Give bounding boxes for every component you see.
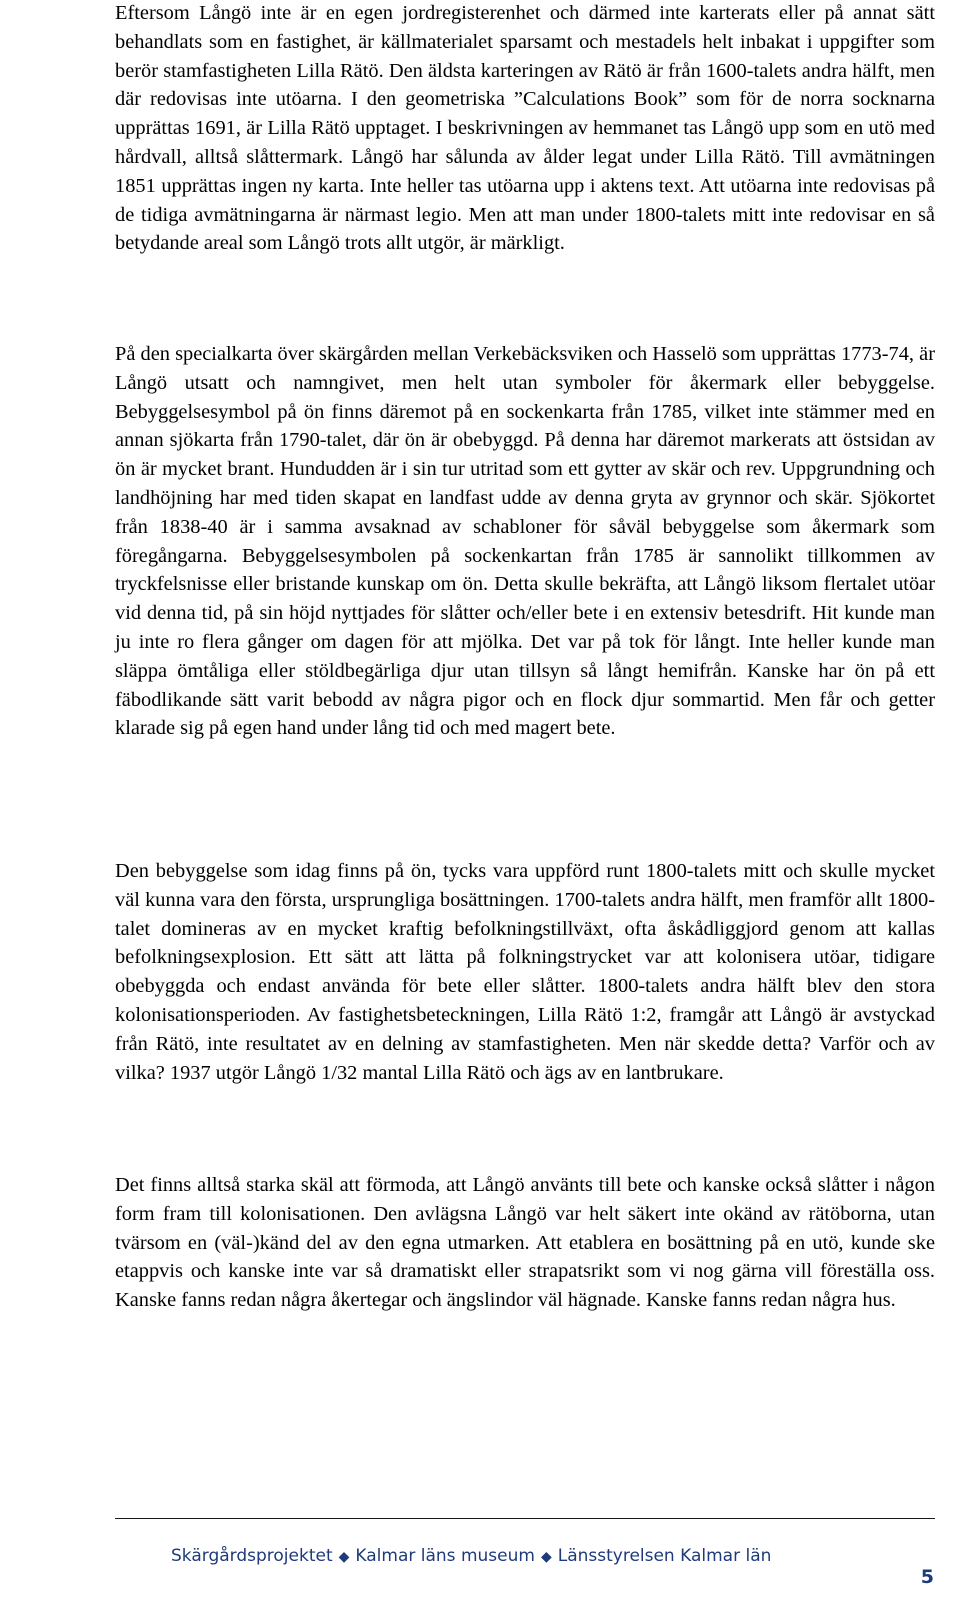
footer-project-name: Skärgårdsprojektet — [171, 1546, 333, 1566]
footer-museum-name: Kalmar läns museum — [355, 1546, 535, 1566]
footer — [115, 1545, 835, 1568]
paragraph-1: Eftersom Långö inte är en egen jordregisterenhet och därmed inte karterats eller på annat sätt behandlats som en fastighet, är källmaterialet sparsamt och mestadels helt inbakat i uppgifter som berör stamfastigheten Lilla Rätö. Den äldsta karteringen av Rätö är från 1600-talets andra hälft, men där redovisas inte utöarna. I den geometriska ”Calculations Book” som för de norra socknarna upprättas 1691, är Lilla Rätö upptaget. I beskrivningen av hemmanet tas Långö upp som en utö med hårdvall, alltså slåttermark. Långö har sålunda av ålder legat under Lilla Rätö. Till avmätningen 1851 upprättas ingen ny karta. Inte heller tas utöarna upp i aktens text. Att utöarna inte redovisas på de tidiga avmätningarna är närmast legio. Men att man under 1800-talets mitt inte redovisar en så betydande areal som Långö trots allt utgör, är märkligt. — [115, 2, 935, 255]
diamond-separator-icon: ◆ — [338, 1549, 350, 1565]
diamond-separator-icon: ◆ — [540, 1549, 552, 1565]
page-number: 5 — [920, 1566, 934, 1588]
footer-county-board-name: Länsstyrelsen Kalmar län — [557, 1546, 772, 1566]
paragraph-3: Den bebyggelse som idag finns på ön, tycks vara uppförd runt 1800-talets mitt och skulle mycket väl kunna vara den första, ursprungliga bosättningen. 1700-talets andra hälft, men framför allt 1800-talet domineras av en mycket kraftig befolkningstillväxt, ofta åskådliggjord genom att kallas befolkningsexplosion. Ett sätt att lätta på folkningstrycket var att kolonisera utöar, tidigare obebyggda och endast använda för bete eller slåtter. 1800-talets andra hälft blev den stora kolonisationsperioden. Av fastighetsbeteckningen, Lilla Rätö 1:2, framgår att Långö är avstyckad från Rätö, inte resultatet av en delning av stamfastigheten. Men när skedde detta? Varför och av vilka? 1937 utgör Långö 1/32 mantal Lilla Rätö och ägs av en lantbrukare. — [115, 860, 935, 1084]
paragraph-4: Det finns alltså starka skäl att förmoda, att Långö använts till bete och kanske också slåtter i någon form fram till kolonisationen. Den avlägsna Långö var helt säkert inte okänd av rätöborna, utan tvärsom en (väl-)känd del av den egna utmarken. Att etablera en bosättning på en utö, kunde ske etappvis och kanske inte var så dramatiskt eller strapatsrikt som vi nog gärna vill föreställa oss. Kanske fanns redan några åkertegar och ängslindor väl hägnade. Kanske fanns redan några hus. — [115, 1174, 935, 1312]
footer-divider — [115, 1518, 935, 1519]
paragraph-2: På den specialkarta över skärgården mellan Verkebäcksviken och Hasselö som upprättas 1773-74, är Långö utsatt och namngivet, men helt utan symboler för åkermark eller bebyggelse. Bebyggelsesymbol på ön finns däremot på en sockenkarta från 1785, vilket inte stämmer med en annan sjökarta från 1790-talet, där ön är obebyggd. På denna har däremot markerats att östsidan av ön är mycket brant. Hundudden är i sin tur utritad som ett gytter av skär och rev. Uppgrundning och landhöjning har med tiden skapat en landfast udde av denna gryta av grynnor och skär. Sjökortet från 1838-40 är i samma avsaknad av schabloner för såväl bebyggelse som åkermark som föregångarna. Bebyggelsesymbolen på sockenkartan från 1785 är sannolikt tillkommen av tryckfelsnisse eller bristande kunskap om ön. Detta skulle bekräfta, att Långö liksom flertalet utöar vid denna tid, på sin höjd nyttjades för slåtter och/eller bete i en extensiv betesdrift. Hit kunde man ju inte ro flera gånger om dagen för att mjölka. Det var på tok för långt. Inte heller kunde man släppa ömtåliga eller stöldbegärliga djur utan tillsyn så långt hemifrån. Kanske har ön på ett fäbodlikande sätt varit bebodd av några pigor och en flock djur sommartid. Men får och getter klarade sig på egen hand under lång tid och med magert bete. — [115, 343, 935, 740]
